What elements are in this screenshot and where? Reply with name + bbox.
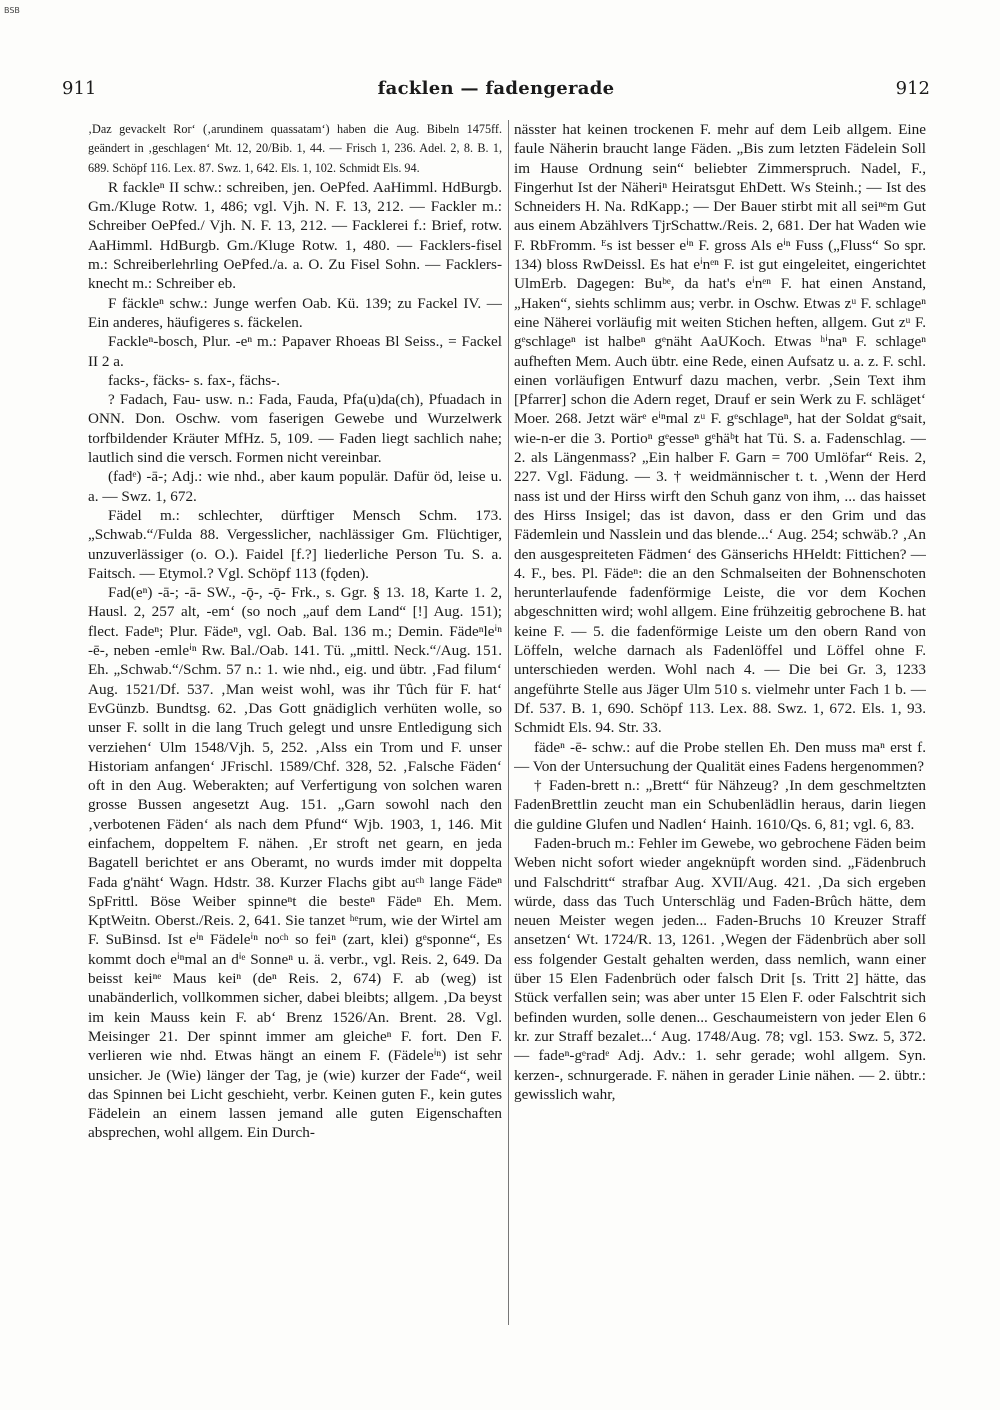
library-stamp: BSB bbox=[4, 6, 20, 15]
entry-fackleⁿ-bosch: Fackleⁿ-bosch, Plur. -eⁿ m.: Papaver Rhoeas Bl Seiss., = Fackel II 2 a. bbox=[88, 333, 502, 370]
entry-fade: (fadᵉ) -ā-; Adj.: wie nhd., aber kaum populär. Dafür öd, leise u. a. — Swz. 1, 672. bbox=[88, 468, 502, 505]
entry-fäckleⁿ: F fäckleⁿ schw.: Junge werfen Oab. Kü. 139; zu Fackel IV. — Ein anderes, häufigeres s. fäckelen. bbox=[88, 294, 502, 331]
column-divider bbox=[508, 120, 509, 1325]
entry-fackleⁿ: R fackleⁿ II schw.: schreiben, jen. OePfed. AaHimml. HdBurgb. Gm./Kluge Rotw. 1, 486; vgl. Vjh. N. F. 13, 212. — Fackler m.: Schreiber OePfed./ Vjh. N. F. 13, 212. — Facklerei f.: Brief, rotw. AaHimml. HdBurgb. Gm./Kluge Rotw. 1, 480. — Facklers-fisel m.: Schreiberlehrling OePfed./a. a. O. Zu Fisel Sohn. — Facklers-knecht m.: Schreiber eb. bbox=[88, 178, 502, 293]
entry-faden-bruch: Faden-bruch m.: Fehler im Gewebe, wo gebrochene Fäden beim Weben nicht sofort wieder angeknüpft worden sind. „Fädenbruch und Falschdritt“ strafbar Aug. XVII/Aug. 421. ‚Da sich ergeben würde, dass das Tuch Unterschläg und Faden-Brûch hätte, dem neuen Meister wegen jeden... Faden-Bruchs 10 Kreuzer Straff ansetzen‘ Wt. 1724/R. 13, 1261. ‚Wegen der Fädenbrüch aber soll ess folgender Gestalt gehalten werden, dass nemlich, wann einer über 15 Elen Fadenbrüch oder falsch Drit [s. Tritt 2] hätte, das Stück verfallen sein; was aber unter 15 Elen F. oder Falschtrit sich befinden wurden, solle denen... Geschaumeistern von jeder Elen 6 kr. zur Straff bezalet...‘ Aug. 1748/Aug. 78; vgl. 153. Swz. 5, 372. — fadeⁿ-gᵉradᵉ Adj. Adv.: 1. sehr gerade; wohl allgem. Syn. kerzen-, schnurgerade. F. nähen in gerader Linie nähen. — 2. übtr.: gewisslich wahr, bbox=[514, 834, 926, 1103]
entry-fadach: ? Fadach, Fau- usw. n.: Fada, Fauda, Pfa(u)da(ch), Pfuadach in ONN. Don. Oschw. vom faserigen Gewebe und Wurzelwerk torfbildender Kräuter MfHz. 5, 109. — Faden liegt sachlich nahe; lautlich sind die versch. Formen nicht vereinbar. bbox=[88, 391, 502, 467]
right-column bbox=[514, 120, 926, 1330]
entry-fädel: Fädel m.: schlechter, dürftiger Mensch Schm. 173. „Schwab.“/Fulda 88. Vergesslicher, nachlässiger Gm. Flüchtiger, unzuverlässiger (o. O.). Faidel [f.?] liederliche Person Tu. S. a. Faitsch. — Etymol.? Vgl. Schöpf 113 (fǫden). bbox=[88, 506, 502, 582]
page-number-left: 911 bbox=[62, 78, 97, 99]
right-paragraph-continued: nässter hat keinen trockenen F. mehr auf dem Leib allgem. Eine faule Näherin braucht lange Fäden. „Bis zum letzten Fädelein Soll im Hause Ordnung sein“ beliebter Zimmerspruch. Nadel, F., Fingerhut Ist der Näheriⁿ Heiratsgut EhDett. Ws Steinh.; — Ist des Schneiders H. Na. RdKapp.; — Der Bauer stirbt mit all seiⁿᵉm Gut aus einem Abzählvers TjrSchattw./Reis. 2, 681. Der hat Waden wie F. RbFromm. ᴱs ist besser eⁱⁿ F. gross Als eⁱⁿ Fuss („Fluss“ So spr. 134) bloss RwDeissl. Es hat eⁱnᵉⁿ F. ist gut eingeleitet, eingerichtet UlmErb. Dagegen: Buᵇᵉ, da hat's eⁱnᵉⁿ F. hat einen Anstand, „Haken“, siehts schlimm aus; verbr. in Oschw. Etwas zᵘ F. schlageⁿ eine Näherei vorläufig mit weiten Stichen heften, allgem. Gut zᵘ F. gᵉschlageⁿ ist halbeⁿ gᵉnäht AaUKoch. Etwas ʰⁱnaⁿ F. schlageⁿ aufheften Mem. Auch übtr. eine Rede, einen Aufsatz u. a. z. F. schl. einen vorläufigen Entwurf dazu machen, verbr. ‚Sein Text ihm [Pfarrer] schon die Adern reget, Drauf er sein Werk zu F. schläget‘ Moer. 268. Jetzt wärᵉ eⁱⁿmal zᵘ F. gᵉschlageⁿ, hat der Soldat gᵉsait, wie-n-er die 3. Portioⁿ gᵉesseⁿ gᵉhäᵇt hat Tü. S. a. Fadenschlag. — 2. als Längenmass? „Ein halber F. Garn = 700 Umlöfar“ Reis. 2, 227. Vgl. Fädung. — 3. † weidmännischer t. t. ‚Wenn der Herd nass ist und der Hirss wirft den Schuh ganz von ihm, ... das haisset des Hirss Insigel; das ist davon, dass er den Grim und das Fädemlein und Nasslein und das blende...‘ Aug. 254; schwäb.? ‚An den ausgespreiteten Fädmen‘ des Gänserichs HHeldt: Fittichen? — 4. F., bes. Pl. Fädeⁿ: die an den Schmalseiten der Bohnenschoten herunterlaufende fadenförmige Leiste, die vor dem Kochen abgeschnitten wird; wohl allgem. Eine frühzeitig gebrochene B. hat keine F. — 5. die fadenförmige Leiste um den obern Rand von Löffeln, welche darnach als Fadenlöffel und Löffel ohne F. unterschieden werden. Wohl nach 4. — Die bei Gr. 3, 1233 angeführte Stelle aus Jäger Ulm 510 s. vielmehr unter Fach 1 b. — Df. 537. B. 1, 690. Schöpf 113. Lex. 88. Swz. 1, 672. Els. 1, 93. Schmidt Els. 94. Str. 33. bbox=[514, 121, 926, 737]
running-title: facklen — fadengerade bbox=[377, 78, 615, 99]
entry-faden: Fad(eⁿ) -ā-; -ā- SW., -ǭ-, -ǭ- Frk., s. Ggr. § 13. 18, Karte 1. 2, Hausl. 2, 257 alt, -em‘ (so noch „auf dem Land“ [!] Aug. 151); flect. Fadeⁿ; Plur. Fädeⁿ, vgl. Oab. Bal. 136 m.; Demin. Fädeⁿleⁱⁿ -ē-, neben -emleⁱⁿ Rw. Bal./Oab. 141. Tü. „mittl. Neck.“/Aug. 151. Eh. „Schwab.“/Schm. 57 n.: 1. wie nhd., eig. und übtr. ‚Fad filum‘ Aug. 1521/Df. 537. ‚Man weist wohl, was ihr Tûch für F. hat‘ EvGünzb. Bundtsg. 62. ‚Das Gott gnädiglich verhüten wolle, so unser F. sollt in die lang Truch gelegt und unsre Entledigung sich verziehen‘ Ulm 1548/Vjh. 5, 252. ‚Alss ein Trom und F. unser Historiam anfangen‘ JFrischl. 1589/Chf. 328, 52. ‚Falsche Fäden‘ oft in den Aug. Weberakten; auf Verfertigung von solchen waren grosse Bussen angesetzt Aug. 151. „Garn sowohl nach den ‚verbotenen Fäden‘ als nach dem Pfund“ Wjb. 1903, 1, 146. Mit einfachem, doppeltem F. nähen. ‚Er stroft net gearn, en jeda Bagatell berichtet er ans Oberamt, no wurds imder mit doppelta Fada g'näht‘ Wagn. Hdstr. 38. Kurzer Flachs gibt auᶜʰ lange Fädeⁿ SpFrittl. Böse Weiber spinneⁿt die besteⁿ Fädeⁿ Eh. Mem. KptWeitn. Oberst./Reis. 2, 641. Sie tanzet ʰᵉrum, wie der Wirtel am F. SuBinsd. Ist eⁱⁿ Fädeleⁱⁿ noᶜʰ so feiⁿ (zart, klei) gᵉsponne“, Es kommt doch eⁱⁿmal an dⁱᵉ Sonneⁿ u. ä. verbr., vgl. Reis. 2, 649. Da beisst keiⁿᵉ Maus keiⁿ (deⁿ Reis. 2, 674) F. ab (weg) ist unabänderlich, vollkommen sicher, dabei bleibts; allgem. ‚Da beyst im kein Mauss kein F. ab‘ Brenz 1526/An. Brent. 28. Vgl. Meisinger 21. Der spinnt immer am gleicheⁿ F. fort. Den F. verlieren wie nhd. Etwas hängt an einem F. (Fädeleⁱⁿ) ist sehr unsicher. Je (Wie) länger der Tag, je (wie) kurzer der Fade“, weil das Spinnen bei Licht geschieht, verbr. Keinen guten F., kein gutes Fädelein an einem lassen jemand alle guten Eigenschaften absprechen, wohl allgem. Ein Durch- bbox=[88, 584, 502, 1142]
page-header bbox=[62, 78, 930, 102]
entry-faden-brett: † Faden-brett n.: „Brett“ für Nähzeug? ‚In dem geschmeltzten FadenBrettlin zeucht man ein Schubenlädlin heraus, darin liegen die guldine Glufen und Nadlen‘ Hainh. 1610/Qs. 6, 81; vgl. 6, 83. bbox=[514, 777, 926, 833]
entry-facks: facks-, fäcks- s. fax-, fächs-. bbox=[108, 371, 281, 389]
page-number-right: 912 bbox=[895, 78, 930, 99]
left-paragraph-1: ‚Daz gevackelt Ror‘ (‚arundinem quassatam‘) haben die Aug. Bibeln 1475ff. geändert in ‚geschlagen‘ Mt. 12, 20/Bib. 1, 44. — Frisch 1, 236. Adel. 2, 8. B. 1, 689. Schöpf 116. Lex. 87. Swz. 1, 642. Els. 1, 102. Schmidt Els. 94. bbox=[88, 122, 502, 175]
left-column bbox=[88, 120, 502, 1330]
entry-fädeⁿ: fädeⁿ -ē- schw.: auf die Probe stellen Eh. Den muss maⁿ erst f. — Von der Untersuchung der Qualität eines Fadens hergenommen? bbox=[514, 738, 926, 775]
